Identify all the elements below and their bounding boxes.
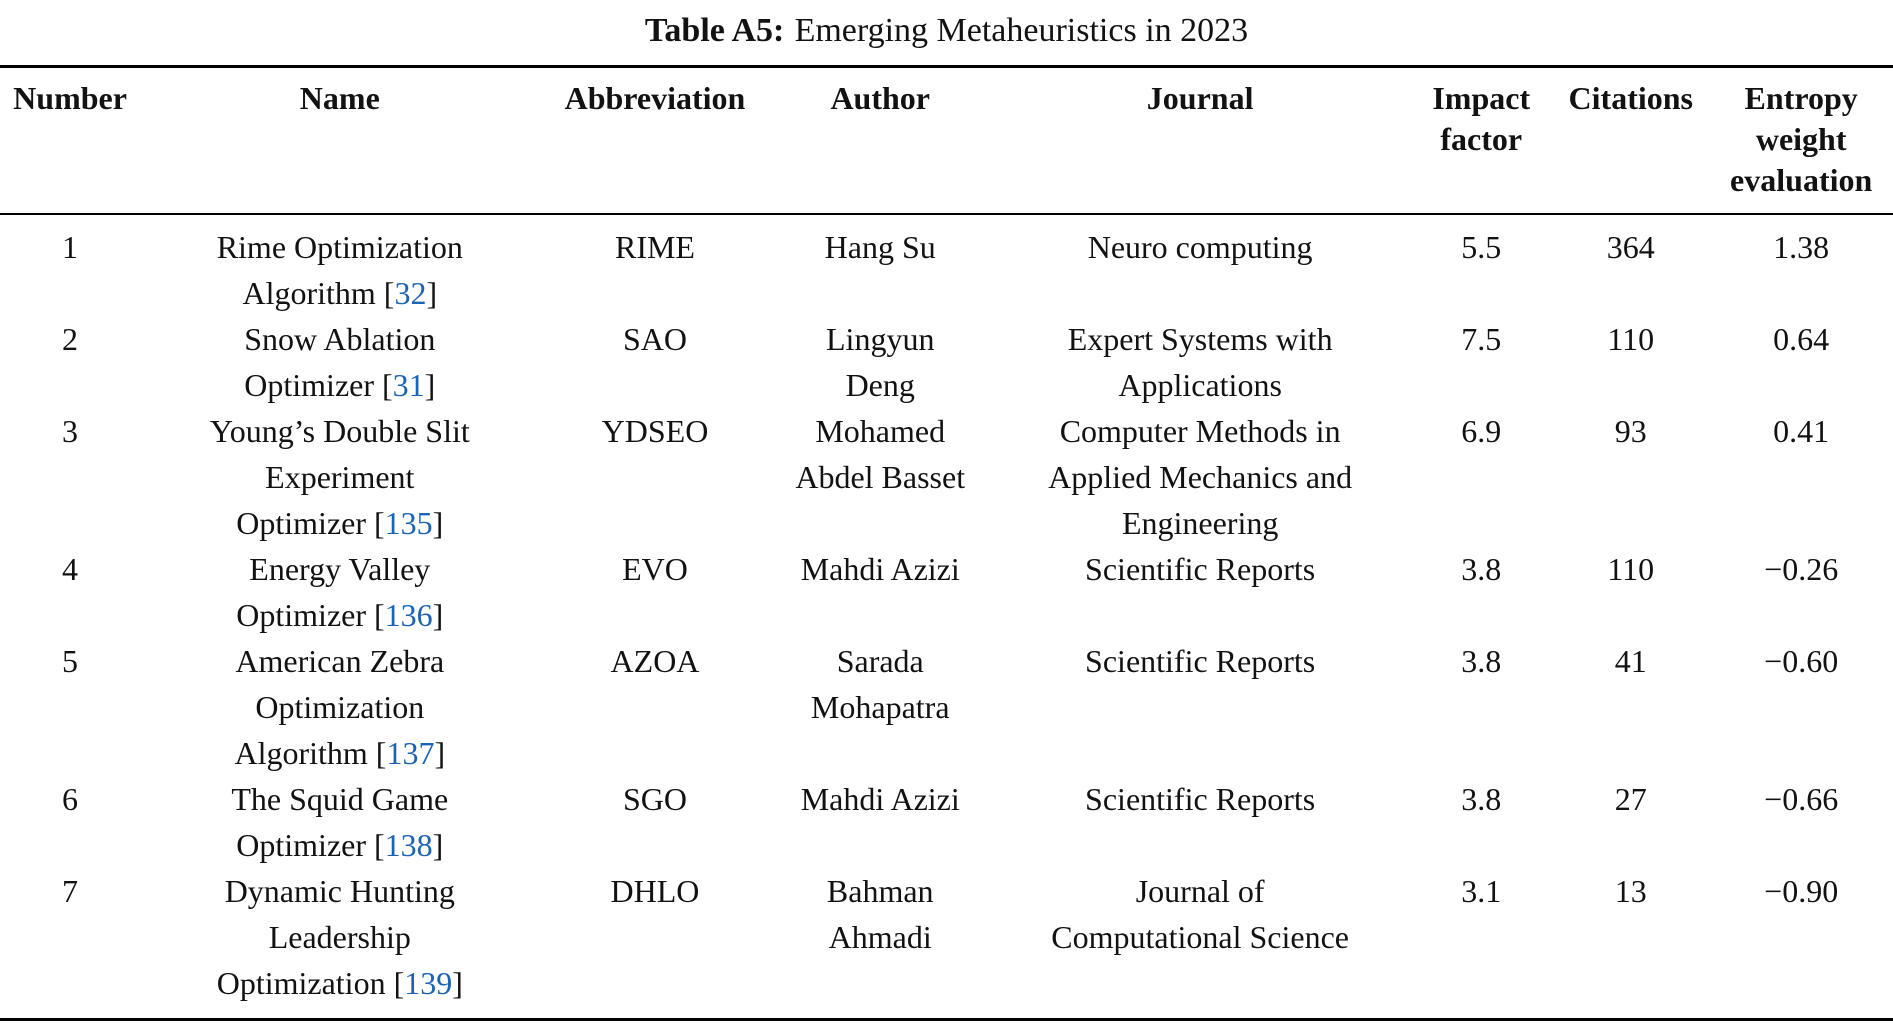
cell-author: Sarada Mohapatra — [810, 643, 950, 725]
table-row — [0, 316, 1893, 408]
cell-impact-factor: 3.1 — [1461, 873, 1502, 909]
cell-name: Snow Ablation Optimizer [31] — [244, 321, 436, 403]
cell-impact-factor: 3.8 — [1461, 551, 1502, 587]
cell-name: Dynamic Hunting Leadership Optimization [139] — [216, 873, 463, 1001]
cell-author: Bahman Ahmadi — [826, 873, 934, 955]
cell-citations: 110 — [1607, 321, 1655, 357]
cell-abbreviation: SAO — [622, 321, 687, 357]
cell-number: 4 — [62, 551, 79, 587]
citation-link[interactable]: 137 — [386, 735, 435, 771]
citation-link[interactable]: 138 — [384, 827, 433, 863]
citation-link[interactable]: 139 — [404, 965, 453, 1001]
cell-citations: 41 — [1614, 643, 1647, 679]
cell-abbreviation: AZOA — [610, 643, 700, 679]
cell-impact-factor: 5.5 — [1461, 229, 1502, 265]
table-header — [0, 67, 1893, 215]
cell-author: Mahdi Azizi — [800, 551, 960, 587]
column-header-number: Number — [13, 80, 127, 116]
cell-citations: 110 — [1607, 551, 1655, 587]
cell-journal: Neuro computing — [1087, 229, 1313, 265]
column-header-name: Name — [299, 80, 380, 116]
citation-link[interactable]: 136 — [384, 597, 433, 633]
cell-abbreviation: EVO — [622, 551, 688, 587]
column-header-author: Author — [830, 80, 930, 116]
cell-impact-factor: 7.5 — [1461, 321, 1502, 357]
cell-author: Mahdi Azizi — [800, 781, 960, 817]
cell-name: Young’s Double Slit Experiment Optimizer [135] — [209, 413, 470, 541]
cell-citations: 13 — [1614, 873, 1647, 909]
table-row — [0, 408, 1893, 546]
cell-entropy-weight-evaluation: 1.38 — [1773, 229, 1830, 265]
cell-abbreviation: SGO — [622, 781, 687, 817]
cell-entropy-weight-evaluation: −0.60 — [1764, 643, 1839, 679]
cell-journal: Scientific Reports — [1085, 781, 1316, 817]
table-caption — [0, 0, 1893, 65]
cell-name: The Squid Game Optimizer [138] — [231, 781, 449, 863]
citation-link[interactable]: 31 — [392, 367, 425, 403]
table-body — [0, 214, 1893, 1020]
cell-journal: Scientific Reports — [1085, 551, 1316, 587]
cell-journal: Journal of Computational Science — [1051, 873, 1349, 955]
cell-entropy-weight-evaluation: −0.90 — [1764, 873, 1839, 909]
cell-abbreviation: DHLO — [610, 873, 700, 909]
cell-entropy-weight-evaluation: 0.41 — [1773, 413, 1830, 449]
cell-entropy-weight-evaluation: 0.64 — [1773, 321, 1830, 357]
table-caption-label: Table A5: — [644, 12, 785, 49]
cell-entropy-weight-evaluation: −0.26 — [1764, 551, 1839, 587]
cell-name: Rime Optimization Algorithm [32] — [216, 229, 463, 311]
cell-citations: 93 — [1614, 413, 1647, 449]
metaheuristics-table — [0, 65, 1893, 1021]
column-header-journal: Journal — [1146, 80, 1254, 116]
table-row — [0, 868, 1893, 1020]
header-row — [0, 67, 1893, 215]
table-caption-text: Emerging Metaheuristics in 2023 — [794, 12, 1249, 49]
column-header-abbreviation: Abbreviation — [564, 80, 746, 116]
cell-number: 3 — [62, 413, 79, 449]
cell-abbreviation: YDSEO — [601, 413, 709, 449]
cell-citations: 364 — [1606, 229, 1655, 265]
cell-author: Lingyun Deng — [826, 321, 935, 403]
cell-number: 1 — [62, 229, 79, 265]
cell-author: Hang Su — [824, 229, 936, 265]
cell-author: Mohamed Abdel Basset — [795, 413, 966, 495]
table-row — [0, 214, 1893, 316]
cell-name: Energy Valley Optimizer [136] — [236, 551, 444, 633]
cell-number: 6 — [62, 781, 79, 817]
cell-number: 5 — [62, 643, 79, 679]
cell-journal: Expert Systems with Applications — [1067, 321, 1333, 403]
column-header-impact-factor: Impact factor — [1432, 80, 1531, 157]
cell-abbreviation: RIME — [614, 229, 695, 265]
table-row — [0, 546, 1893, 638]
cell-impact-factor: 3.8 — [1461, 781, 1502, 817]
cell-number: 2 — [62, 321, 79, 357]
cell-entropy-weight-evaluation: −0.66 — [1764, 781, 1839, 817]
cell-number: 7 — [62, 873, 79, 909]
column-header-entropy-weight-evaluation: Entropy weight evaluation — [1730, 80, 1873, 198]
cell-impact-factor: 6.9 — [1461, 413, 1502, 449]
column-header-citations: Citations — [1568, 80, 1693, 116]
cell-citations: 27 — [1614, 781, 1647, 817]
citation-link[interactable]: 135 — [384, 505, 433, 541]
cell-name: American Zebra Optimization Algorithm [137] — [234, 643, 446, 771]
cell-journal: Scientific Reports — [1085, 643, 1316, 679]
cell-impact-factor: 3.8 — [1461, 643, 1502, 679]
table-row — [0, 638, 1893, 776]
table-row — [0, 776, 1893, 868]
citation-link[interactable]: 32 — [394, 275, 427, 311]
cell-journal: Computer Methods in Applied Mechanics and Engineering — [1048, 413, 1353, 541]
